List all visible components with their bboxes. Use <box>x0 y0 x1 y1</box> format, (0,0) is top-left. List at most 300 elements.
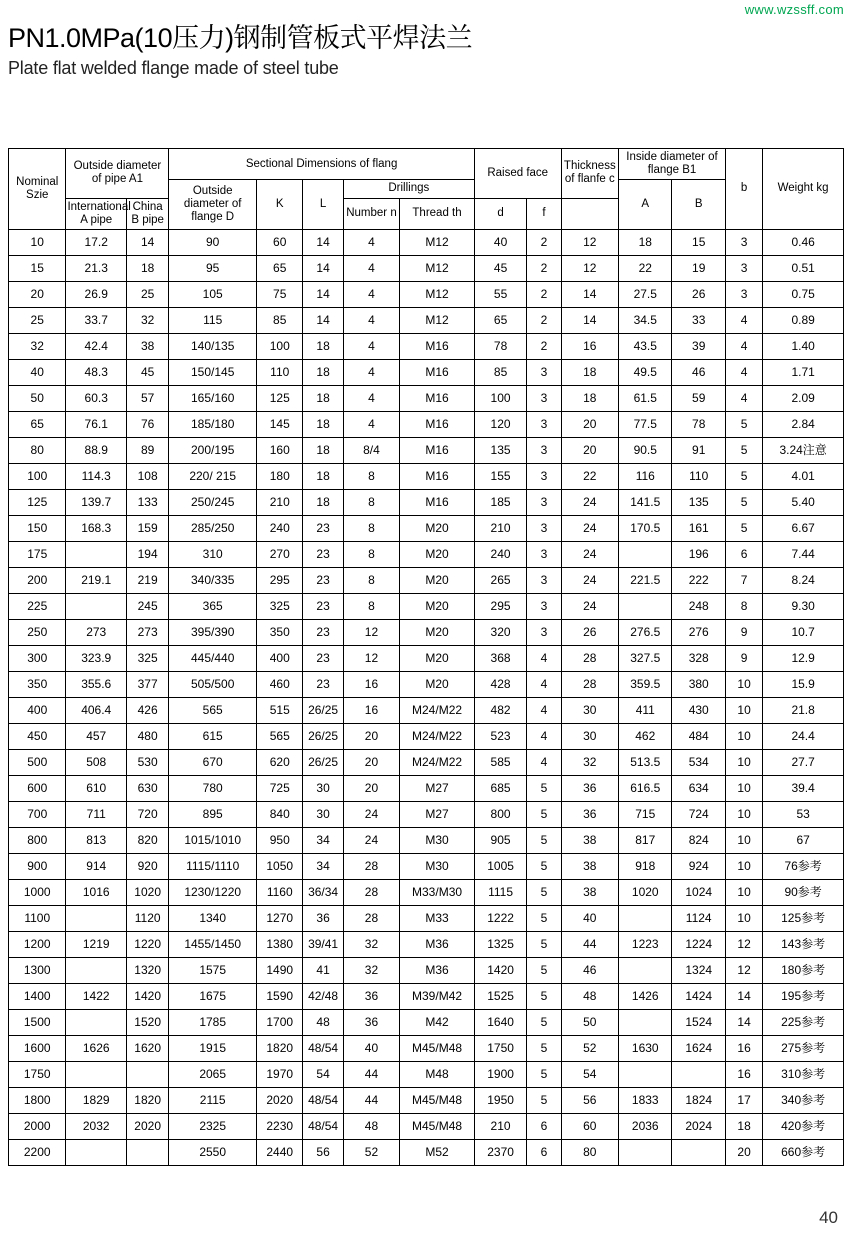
table-cell: 210 <box>257 490 303 516</box>
table-cell: 24 <box>561 516 618 542</box>
table-row <box>9 438 844 464</box>
table-cell: 430 <box>672 698 725 724</box>
table-cell: 32 <box>561 750 618 776</box>
header-number-n: Number n <box>343 198 399 229</box>
table-cell: 1000 <box>9 880 66 906</box>
table-cell: M12 <box>400 256 475 282</box>
table-cell: 23 <box>303 594 343 620</box>
table-cell: 515 <box>257 698 303 724</box>
table-cell: 39/41 <box>303 932 343 958</box>
table-cell: 34.5 <box>619 308 672 334</box>
table-cell: 12 <box>561 256 618 282</box>
table-cell: 1420 <box>126 984 168 1010</box>
table-cell: 920 <box>126 854 168 880</box>
table-cell: 505/500 <box>169 672 257 698</box>
table-cell: 18 <box>303 464 343 490</box>
table-cell: 5 <box>527 932 561 958</box>
table-cell: 24.4 <box>763 724 844 750</box>
table-cell: 40 <box>561 906 618 932</box>
header-f: f <box>527 198 561 229</box>
table-cell: 5 <box>527 1088 561 1114</box>
table-cell: 457 <box>66 724 127 750</box>
table-cell: 4 <box>527 750 561 776</box>
table-row <box>9 776 844 802</box>
table-cell: 0.46 <box>763 230 844 256</box>
table-cell: 18 <box>303 438 343 464</box>
table-cell: 275参考 <box>763 1036 844 1062</box>
table-cell: 44 <box>343 1062 399 1088</box>
table-cell: 48 <box>343 1114 399 1140</box>
table-cell: 711 <box>66 802 127 828</box>
table-cell <box>672 1062 725 1088</box>
table-cell: 484 <box>672 724 725 750</box>
table-cell: 56 <box>561 1088 618 1114</box>
table-cell <box>126 1062 168 1088</box>
table-cell: 1626 <box>66 1036 127 1062</box>
table-cell: 33.7 <box>66 308 127 334</box>
table-cell: 89 <box>126 438 168 464</box>
table-row <box>9 1010 844 1036</box>
table-cell: 340/335 <box>169 568 257 594</box>
table-cell: 1640 <box>474 1010 526 1036</box>
table-cell: 250 <box>9 620 66 646</box>
table-cell: 1200 <box>9 932 66 958</box>
table-cell: 24 <box>561 490 618 516</box>
table-cell: 3 <box>527 542 561 568</box>
table-cell: 16 <box>725 1062 762 1088</box>
table-cell: 2065 <box>169 1062 257 1088</box>
table-cell: M45/M48 <box>400 1114 475 1140</box>
table-cell: 320 <box>474 620 526 646</box>
table-cell: 20 <box>9 282 66 308</box>
table-cell: M24/M22 <box>400 724 475 750</box>
table-cell: 8 <box>343 568 399 594</box>
table-cell: 18 <box>126 256 168 282</box>
table-cell: 10 <box>725 724 762 750</box>
table-cell: M45/M48 <box>400 1036 475 1062</box>
table-cell: 110 <box>257 360 303 386</box>
table-cell: 715 <box>619 802 672 828</box>
table-cell: 14 <box>303 256 343 282</box>
table-cell: 32 <box>343 932 399 958</box>
table-cell: 1915 <box>169 1036 257 1062</box>
table-cell: 28 <box>343 906 399 932</box>
table-cell: 1524 <box>672 1010 725 1036</box>
table-cell: 5 <box>725 438 762 464</box>
table-cell: 616.5 <box>619 776 672 802</box>
table-cell: 12.9 <box>763 646 844 672</box>
table-row <box>9 646 844 672</box>
table-cell: 42.4 <box>66 334 127 360</box>
table-cell: 1800 <box>9 1088 66 1114</box>
table-cell: 350 <box>257 620 303 646</box>
table-cell: 12 <box>725 932 762 958</box>
table-cell: 125 <box>9 490 66 516</box>
table-cell: 6 <box>725 542 762 568</box>
table-cell: 54 <box>561 1062 618 1088</box>
table-cell: 90 <box>169 230 257 256</box>
table-cell: 54 <box>303 1062 343 1088</box>
table-cell: 8/4 <box>343 438 399 464</box>
table-cell: 5 <box>527 802 561 828</box>
table-cell: 26/25 <box>303 698 343 724</box>
table-cell: 26/25 <box>303 724 343 750</box>
table-cell: 7 <box>725 568 762 594</box>
table-cell: M48 <box>400 1062 475 1088</box>
table-cell: 110 <box>672 464 725 490</box>
table-row <box>9 932 844 958</box>
table-cell: 4 <box>527 646 561 672</box>
table-cell: 250/245 <box>169 490 257 516</box>
table-cell: 12 <box>343 646 399 672</box>
table-cell: 310 <box>169 542 257 568</box>
table-cell: M24/M22 <box>400 698 475 724</box>
table-cell: 26 <box>672 282 725 308</box>
table-row <box>9 256 844 282</box>
table-cell <box>619 1010 672 1036</box>
table-cell: 482 <box>474 698 526 724</box>
table-row <box>9 412 844 438</box>
table-cell: M27 <box>400 802 475 828</box>
table-cell: 16 <box>725 1036 762 1062</box>
table-cell: 60 <box>561 1114 618 1140</box>
table-cell: 52 <box>343 1140 399 1166</box>
table-row <box>9 698 844 724</box>
table-cell: 724 <box>672 802 725 828</box>
table-cell <box>66 1140 127 1166</box>
table-cell: 420参考 <box>763 1114 844 1140</box>
table-row <box>9 880 844 906</box>
table-cell: 20 <box>343 776 399 802</box>
table-cell: 1325 <box>474 932 526 958</box>
flange-dimensions-table <box>8 148 844 1166</box>
table-cell: 10 <box>725 854 762 880</box>
table-row <box>9 750 844 776</box>
table-cell: 27.5 <box>619 282 672 308</box>
table-cell: 15.9 <box>763 672 844 698</box>
table-row <box>9 828 844 854</box>
table-cell: 36 <box>561 776 618 802</box>
table-cell: 30 <box>303 776 343 802</box>
table-row <box>9 308 844 334</box>
table-cell: 48 <box>303 1010 343 1036</box>
table-cell: 4 <box>343 256 399 282</box>
table-row <box>9 984 844 1010</box>
table-cell: 28 <box>561 646 618 672</box>
table-cell: 180 <box>257 464 303 490</box>
table-cell: 523 <box>474 724 526 750</box>
table-cell: M36 <box>400 958 475 984</box>
table-cell: 76.1 <box>66 412 127 438</box>
table-cell: 24 <box>561 568 618 594</box>
table-cell: 10 <box>725 828 762 854</box>
table-cell: 840 <box>257 802 303 828</box>
table-cell: 1.40 <box>763 334 844 360</box>
table-cell: 2 <box>527 334 561 360</box>
table-cell: 18 <box>561 386 618 412</box>
table-cell: 240 <box>474 542 526 568</box>
header-raised-face: Raised face <box>474 149 561 199</box>
table-cell: M12 <box>400 230 475 256</box>
table-cell: 248 <box>672 594 725 620</box>
table-cell: 3 <box>527 490 561 516</box>
table-cell: 44 <box>343 1088 399 1114</box>
table-cell: 8 <box>343 542 399 568</box>
table-cell: 9 <box>725 620 762 646</box>
table-cell: 32 <box>126 308 168 334</box>
table-cell: 350 <box>9 672 66 698</box>
table-cell: 33 <box>672 308 725 334</box>
table-cell: 16 <box>343 672 399 698</box>
table-cell: 620 <box>257 750 303 776</box>
table-cell: 700 <box>9 802 66 828</box>
table-cell: 460 <box>257 672 303 698</box>
table-cell: 365 <box>169 594 257 620</box>
table-row <box>9 1062 844 1088</box>
table-cell: 2020 <box>257 1088 303 1114</box>
table-row <box>9 958 844 984</box>
table-cell: 2 <box>527 230 561 256</box>
table-cell: 1970 <box>257 1062 303 1088</box>
table-cell: 377 <box>126 672 168 698</box>
header-sectional-dimensions: Sectional Dimensions of flang <box>169 149 475 180</box>
table-cell: 115 <box>169 308 257 334</box>
table-cell: 2020 <box>126 1114 168 1140</box>
table-cell: M30 <box>400 828 475 854</box>
table-cell: 1420 <box>474 958 526 984</box>
table-cell: 905 <box>474 828 526 854</box>
table-cell: M16 <box>400 360 475 386</box>
table-cell: 90.5 <box>619 438 672 464</box>
table-cell: 34 <box>303 854 343 880</box>
table-cell: 630 <box>126 776 168 802</box>
table-cell: 500 <box>9 750 66 776</box>
table-cell: 1024 <box>672 880 725 906</box>
table-cell: 3 <box>725 230 762 256</box>
table-cell: 24 <box>343 828 399 854</box>
table-cell: 4 <box>725 360 762 386</box>
table-cell: 21.3 <box>66 256 127 282</box>
table-cell: 1700 <box>257 1010 303 1036</box>
table-cell: 5 <box>725 516 762 542</box>
table-cell: 210 <box>474 1114 526 1140</box>
table-cell: 323.9 <box>66 646 127 672</box>
header-nominal-size: Nominal Szie <box>9 149 66 230</box>
table-cell: 85 <box>474 360 526 386</box>
table-cell: 3 <box>527 568 561 594</box>
table-cell: 23 <box>303 672 343 698</box>
table-cell: 48.3 <box>66 360 127 386</box>
table-cell: 219 <box>126 568 168 594</box>
table-cell: 1829 <box>66 1088 127 1114</box>
table-cell: 159 <box>126 516 168 542</box>
table-cell: 32 <box>9 334 66 360</box>
table-cell: 18 <box>725 1114 762 1140</box>
table-cell: 5 <box>527 880 561 906</box>
table-cell <box>672 1140 725 1166</box>
header-outside-diameter-pipe: Outside diameter of pipe A1 <box>66 149 169 199</box>
table-cell: 23 <box>303 516 343 542</box>
table-cell: 3.24注意 <box>763 438 844 464</box>
table-cell: M20 <box>400 646 475 672</box>
table-cell: 16 <box>343 698 399 724</box>
table-cell: 21.8 <box>763 698 844 724</box>
table-cell: 52 <box>561 1036 618 1062</box>
page-title-english: Plate flat welded flange made of steel tube <box>8 58 339 78</box>
table-row <box>9 490 844 516</box>
table-cell: 59 <box>672 386 725 412</box>
table-cell <box>126 1140 168 1166</box>
table-cell: 428 <box>474 672 526 698</box>
table-cell: 824 <box>672 828 725 854</box>
table-cell: 46 <box>672 360 725 386</box>
table-cell: 36/34 <box>303 880 343 906</box>
table-cell <box>66 1010 127 1036</box>
table-cell: 48 <box>561 984 618 1010</box>
table-cell: 1224 <box>672 932 725 958</box>
table-cell: 2000 <box>9 1114 66 1140</box>
table-cell: 40 <box>9 360 66 386</box>
table-cell: 400 <box>257 646 303 672</box>
table-cell: 6.67 <box>763 516 844 542</box>
table-cell: 221.5 <box>619 568 672 594</box>
table-cell: M20 <box>400 594 475 620</box>
table-cell: 195参考 <box>763 984 844 1010</box>
table-cell: 210 <box>474 516 526 542</box>
table-cell: 14 <box>303 282 343 308</box>
table-cell: 817 <box>619 828 672 854</box>
table-cell: M33/M30 <box>400 880 475 906</box>
table-cell: 1340 <box>169 906 257 932</box>
header-inside-diameter: Inside diameter of flange B1 <box>619 149 726 180</box>
table-cell: 80 <box>9 438 66 464</box>
table-cell: 2550 <box>169 1140 257 1166</box>
table-cell: 24 <box>561 542 618 568</box>
table-cell: M52 <box>400 1140 475 1166</box>
table-cell: 3 <box>527 438 561 464</box>
table-cell: 4 <box>725 334 762 360</box>
table-cell: 4.01 <box>763 464 844 490</box>
table-cell: 270 <box>257 542 303 568</box>
table-cell: 44 <box>561 932 618 958</box>
table-cell <box>66 958 127 984</box>
table-cell: 105 <box>169 282 257 308</box>
table-cell: 276.5 <box>619 620 672 646</box>
table-cell: M45/M48 <box>400 1088 475 1114</box>
table-cell <box>66 594 127 620</box>
table-cell: 14 <box>126 230 168 256</box>
table-cell: 49.5 <box>619 360 672 386</box>
table-cell: 23 <box>303 620 343 646</box>
table-cell: 38 <box>561 880 618 906</box>
table-cell: 634 <box>672 776 725 802</box>
table-cell: 60.3 <box>66 386 127 412</box>
table-cell: 10.7 <box>763 620 844 646</box>
table-cell: 20 <box>561 438 618 464</box>
table-cell: 800 <box>474 802 526 828</box>
table-cell: 800 <box>9 828 66 854</box>
table-cell: 5 <box>527 984 561 1010</box>
header-intl-a-pipe: International A pipe <box>66 198 127 229</box>
table-cell <box>619 1140 672 1166</box>
table-cell: 1833 <box>619 1088 672 1114</box>
table-cell: 20 <box>343 724 399 750</box>
table-cell: 3 <box>527 516 561 542</box>
table-cell: 100 <box>474 386 526 412</box>
table-cell: 2440 <box>257 1140 303 1166</box>
table-cell: 1015/1010 <box>169 828 257 854</box>
table-cell: 8.24 <box>763 568 844 594</box>
table-cell: 1219 <box>66 932 127 958</box>
table-cell: 5 <box>527 906 561 932</box>
table-cell: 200 <box>9 568 66 594</box>
table-cell: 1020 <box>126 880 168 906</box>
table-cell <box>66 542 127 568</box>
table-cell: 5 <box>527 776 561 802</box>
table-cell: 1220 <box>126 932 168 958</box>
table-row <box>9 1114 844 1140</box>
table-cell: 185 <box>474 490 526 516</box>
table-cell: 2024 <box>672 1114 725 1140</box>
table-cell: 155 <box>474 464 526 490</box>
table-cell: M20 <box>400 568 475 594</box>
table-cell: 28 <box>343 854 399 880</box>
table-cell: 125 <box>257 386 303 412</box>
table-cell: 8 <box>343 464 399 490</box>
header-drillings: Drillings <box>343 180 474 198</box>
table-cell: 22 <box>561 464 618 490</box>
table-cell: 359.5 <box>619 672 672 698</box>
table-cell: M20 <box>400 542 475 568</box>
header-thickness: Thickness of flanfe c <box>561 149 618 199</box>
table-cell: 1300 <box>9 958 66 984</box>
page-number: 40 <box>819 1208 838 1227</box>
table-cell: 90参考 <box>763 880 844 906</box>
table-cell: 924 <box>672 854 725 880</box>
table-cell: 30 <box>561 698 618 724</box>
table-cell: 26 <box>561 620 618 646</box>
table-cell <box>66 1062 127 1088</box>
table-cell: 150 <box>9 516 66 542</box>
table-cell: 200/195 <box>169 438 257 464</box>
table-cell: 26.9 <box>66 282 127 308</box>
table-cell: 20 <box>561 412 618 438</box>
table-cell: 26/25 <box>303 750 343 776</box>
table-cell: 1016 <box>66 880 127 906</box>
table-cell: M42 <box>400 1010 475 1036</box>
table-cell: 328 <box>672 646 725 672</box>
table-cell: 116 <box>619 464 672 490</box>
table-cell: 8 <box>725 594 762 620</box>
table-cell: 295 <box>474 594 526 620</box>
table-cell: 2032 <box>66 1114 127 1140</box>
table-cell: 135 <box>474 438 526 464</box>
table-cell: 10 <box>725 802 762 828</box>
table-cell: 6 <box>527 1114 561 1140</box>
table-cell: 43.5 <box>619 334 672 360</box>
table-cell: 895 <box>169 802 257 828</box>
table-cell: 24 <box>561 594 618 620</box>
table-cell: 28 <box>343 880 399 906</box>
table-cell: 18 <box>561 360 618 386</box>
table-cell: 133 <box>126 490 168 516</box>
table-cell: 1426 <box>619 984 672 1010</box>
table-cell: 41 <box>303 958 343 984</box>
table-cell: 5 <box>527 1010 561 1036</box>
watermark-url: www.wzssff.com <box>744 2 844 17</box>
table-cell: 1.71 <box>763 360 844 386</box>
table-cell: M16 <box>400 438 475 464</box>
